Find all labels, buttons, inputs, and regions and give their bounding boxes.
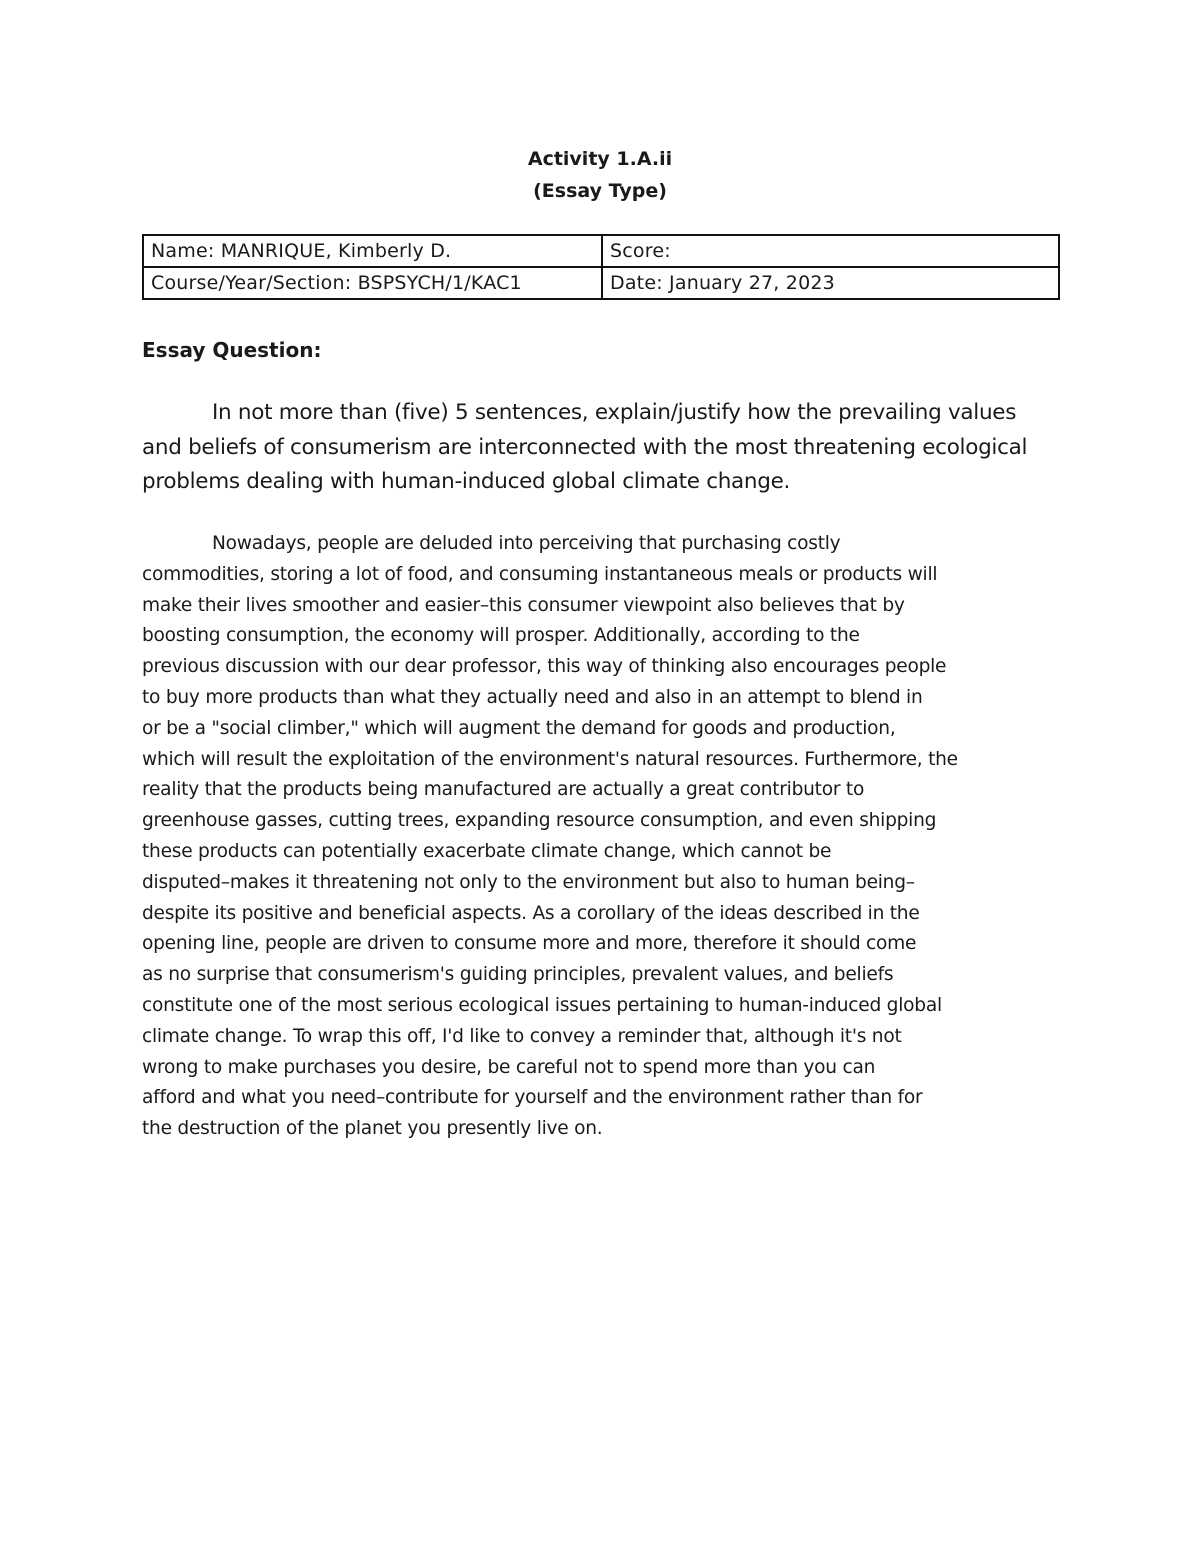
date-cell: Date: January 27, 2023 xyxy=(602,267,1059,299)
answer-line: opening line, people are driven to consume more and more, therefore it should come xyxy=(142,933,917,955)
answer-line: despite its positive and beneficial aspects. As a corollary of the ideas described in the xyxy=(142,902,920,924)
answer-line: afford and what you need–contribute for yourself and the environment rather than for xyxy=(142,1087,923,1109)
answer-line: Nowadays, people are deluded into perceiving that purchasing costly xyxy=(212,533,841,554)
answer-line: disputed–makes it threatening not only to the environment but also to human being– xyxy=(142,871,915,893)
title-block xyxy=(0,143,1200,207)
essay-question-text: In not more than (five) 5 sentences, explain/justify how the prevailing values and beliefs of consumerism are interconnected with the most threatening ecological problems dealing with human-induced global climate change. xyxy=(142,400,1028,494)
student-info-table xyxy=(142,234,1060,300)
answer-line: constitute one of the most serious ecological issues pertaining to human-induced global xyxy=(142,994,942,1016)
answer-line: which will result the exploitation of the environment's natural resources. Furthermore, the xyxy=(142,748,958,770)
answer-line: commodities, storing a lot of food, and consuming instantaneous meals or products will xyxy=(142,563,938,585)
activity-title: Activity 1.A.ii xyxy=(527,148,673,170)
answer-line: reality that the products being manufactured are actually a great contributor to xyxy=(142,779,865,801)
score-cell: Score: xyxy=(602,235,1059,267)
essay-question-heading: Essay Question: xyxy=(142,338,322,362)
name-cell: Name: MANRIQUE, Kimberly D. xyxy=(143,235,602,267)
answer-line: to buy more products than what they actually need and also in an attempt to blend in xyxy=(142,686,923,708)
answer-line: previous discussion with our dear professor, this way of thinking also encourages people xyxy=(142,656,947,678)
answer-line: as no surprise that consumerism's guiding principles, prevalent values, and beliefs xyxy=(142,964,894,986)
answer-line: climate change. To wrap this off, I'd like to convey a reminder that, although it's not xyxy=(142,1025,902,1047)
essay-answer xyxy=(142,529,1062,1145)
info-row xyxy=(143,235,1059,267)
course-cell: Course/Year/Section: BSPSYCH/1/KAC1 xyxy=(143,267,602,299)
answer-line: boosting consumption, the economy will prosper. Additionally, according to the xyxy=(142,625,860,647)
info-row xyxy=(143,267,1059,299)
answer-line: or be a "social climber," which will augment the demand for goods and production, xyxy=(142,717,896,739)
answer-line: these products can potentially exacerbate climate change, which cannot be xyxy=(142,840,832,862)
answer-line: wrong to make purchases you desire, be careful not to spend more than you can xyxy=(142,1056,876,1078)
answer-line: the destruction of the planet you presently live on. xyxy=(142,1118,603,1140)
answer-line: make their lives smoother and easier–this consumer viewpoint also believes that by xyxy=(142,594,905,616)
activity-subtitle: (Essay Type) xyxy=(533,180,667,202)
answer-line: greenhouse gasses, cutting trees, expanding resource consumption, and even shipping xyxy=(142,810,937,832)
